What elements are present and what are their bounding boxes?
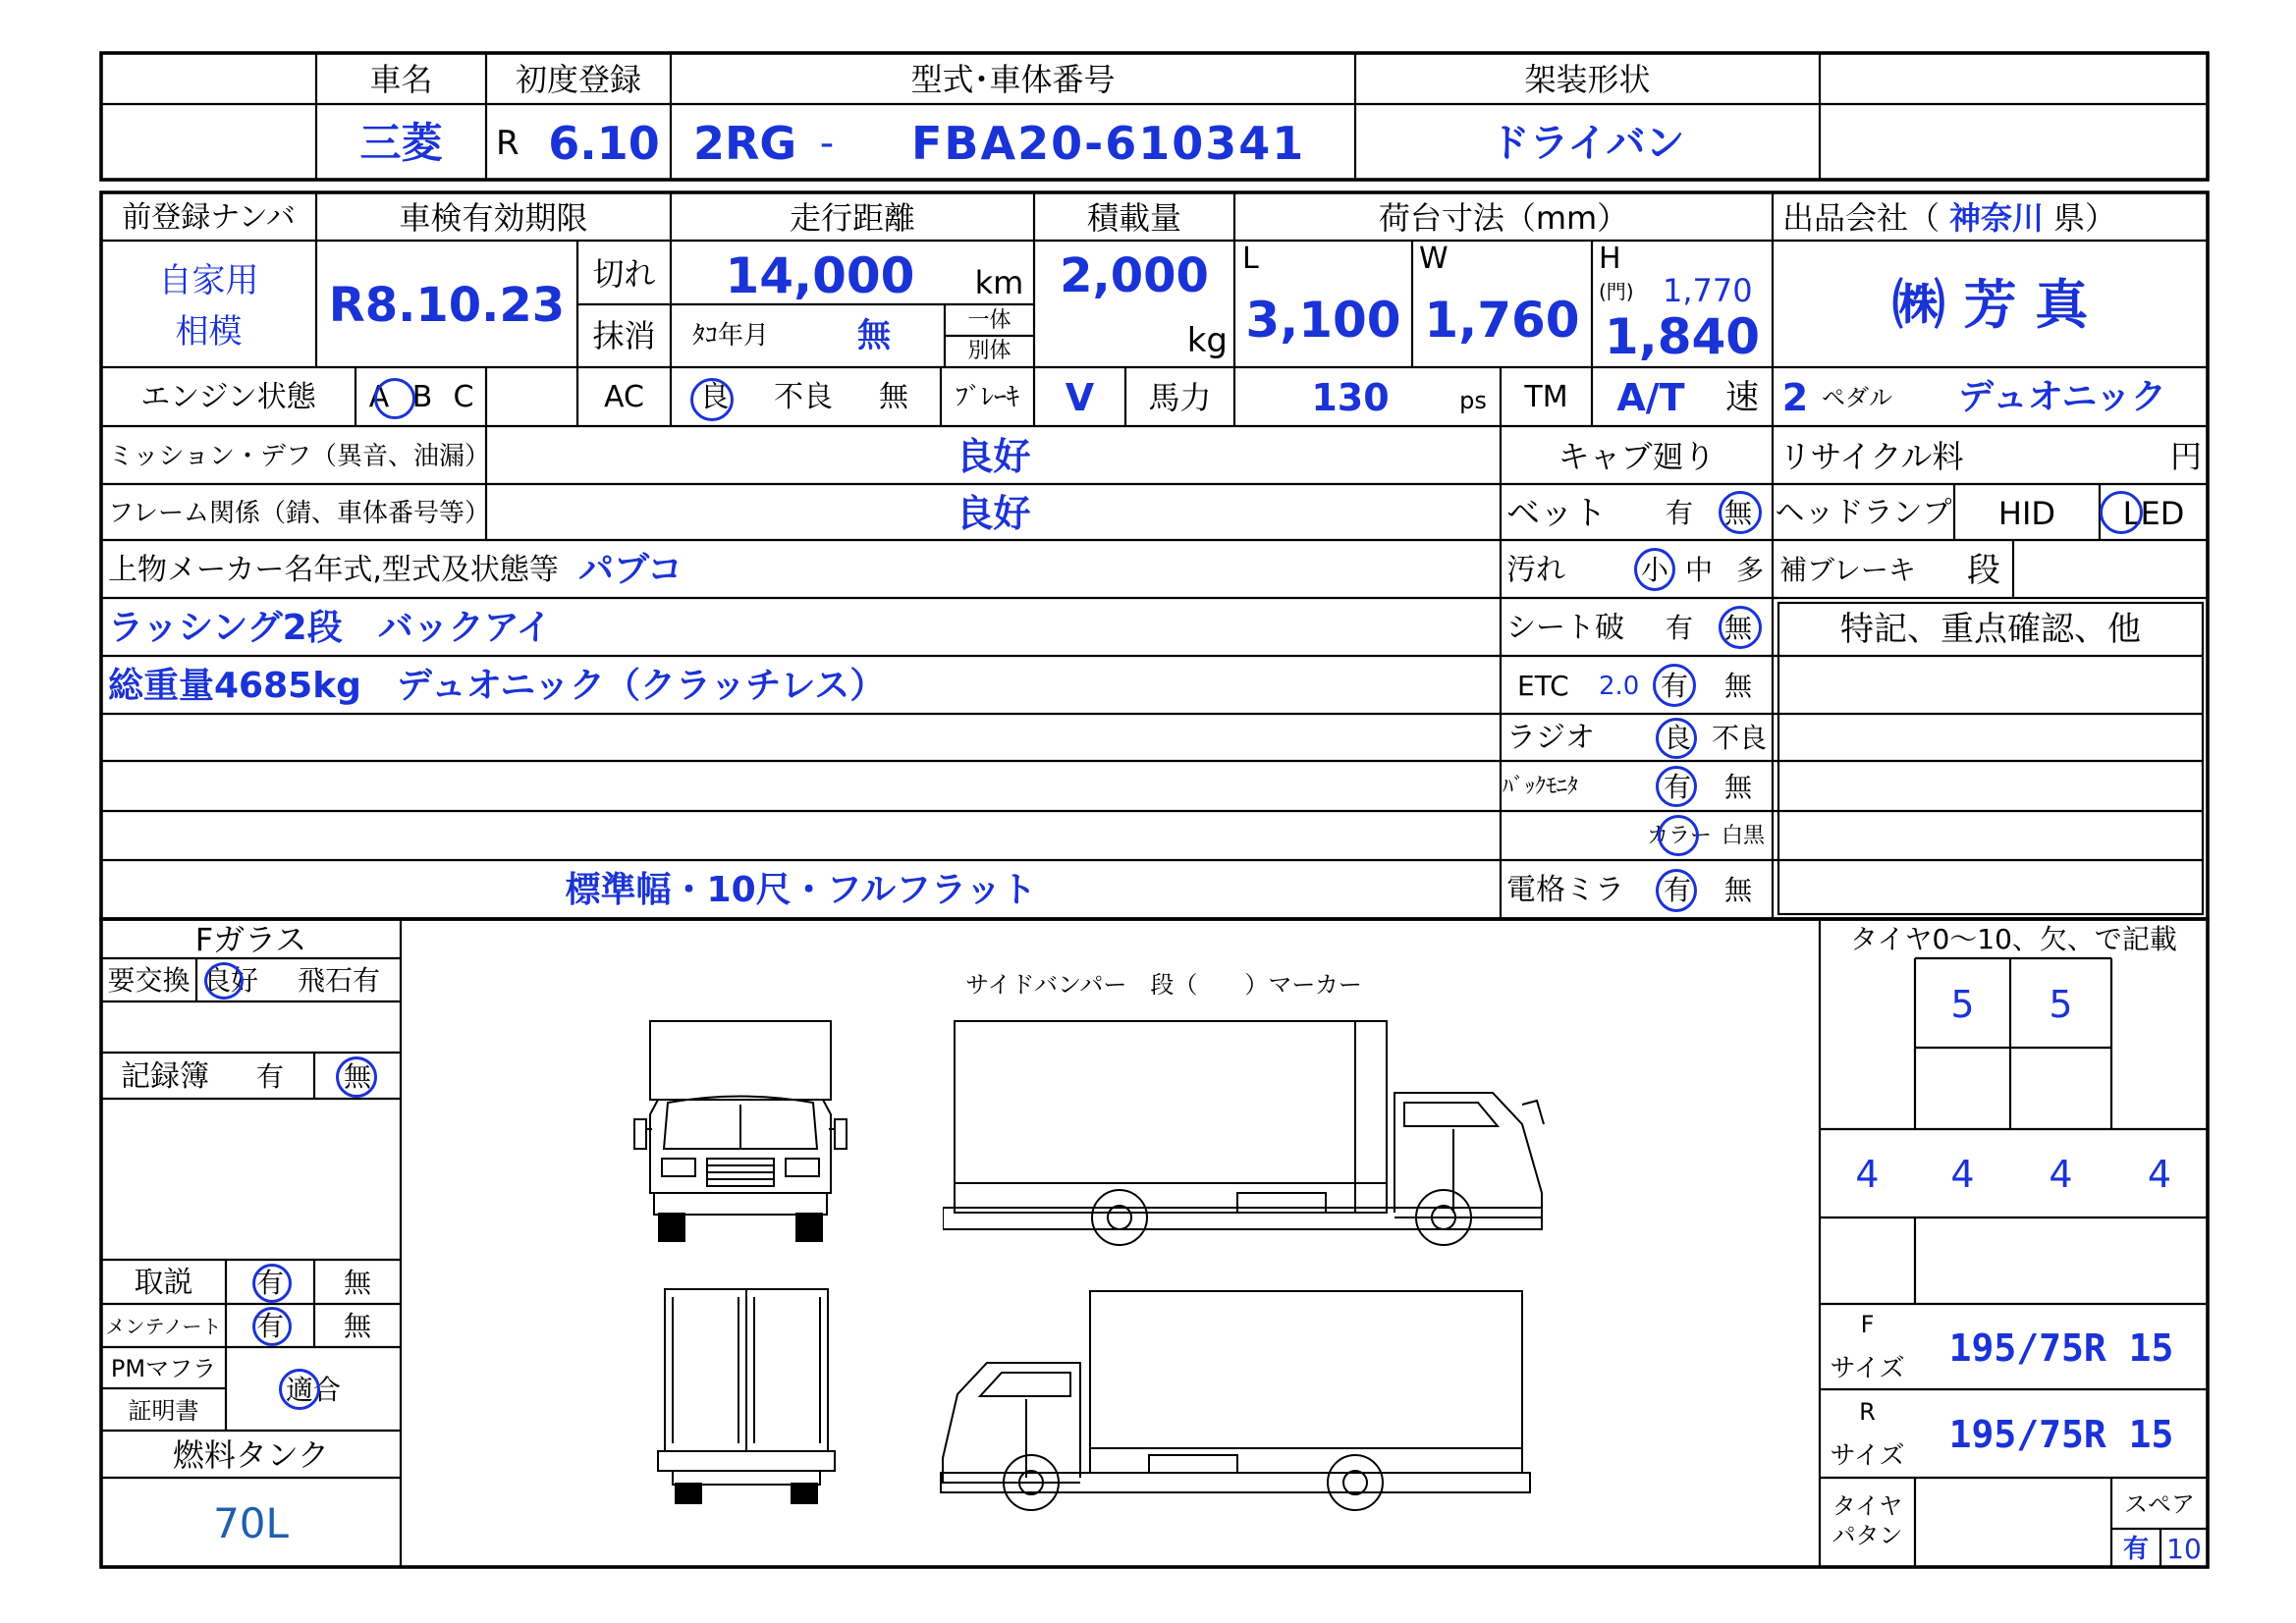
pm-value: 適合 (285, 1373, 341, 1406)
engine-grade-a: A (368, 380, 390, 414)
color-circle (1658, 815, 1699, 856)
brake-label: ﾌﾞﾚｰｷ (955, 383, 1019, 412)
fuel-tank-value: 70L (213, 1498, 289, 1547)
headlamp-hid: HID (1997, 494, 2056, 532)
pedal-value: デュオニック (1957, 377, 2167, 417)
mirror-none: 無 (1723, 874, 1752, 906)
manual-yes: 有 (255, 1266, 284, 1299)
reg-date: 6.10 (548, 116, 660, 170)
manual-label: 取説 (134, 1265, 193, 1300)
tire-front-right: 5 (2049, 982, 2073, 1026)
seat-tear-none-circle (1719, 606, 1762, 649)
body-type-label: 架装形状 (1524, 61, 1651, 98)
kire-label: 切れ (592, 254, 656, 293)
dirt-mid: 中 (1684, 553, 1713, 586)
pedal-label: ペダル (1822, 384, 1892, 411)
engine-grade-c: C (453, 380, 474, 414)
tire-front-left: 5 (1950, 982, 1975, 1026)
car-name-value: 三菱 (359, 118, 443, 167)
chassis-number: FBA20-610341 (911, 116, 1306, 170)
etc-yes: 有 (1660, 669, 1688, 702)
mirror-label: 電格ミラ (1506, 873, 1624, 907)
prev-plate-use: 自家用 (158, 261, 259, 300)
pm-muffler-label: PMマフラ (110, 1355, 217, 1382)
seller-name: ㈱ 芳 真 (1891, 273, 2089, 336)
spare-yes: 有 (2122, 1534, 2149, 1564)
aux-brake-dan: 段 (1967, 550, 2000, 590)
frame-label: フレーム関係（錆、車体番号等） (108, 498, 490, 528)
fglass-title: Fガラス (194, 921, 307, 958)
ac-good: 良 (699, 380, 730, 414)
pedal-count: 2 (1781, 376, 1809, 419)
reg-era: R (496, 123, 519, 163)
tire-f-size-label: サイズ (1830, 1353, 1905, 1383)
dirt-label: 汚れ (1506, 552, 1565, 587)
record-book-yes: 有 (255, 1059, 284, 1093)
color-label: カラー (1647, 824, 1713, 848)
speed-label: 速 (1725, 378, 1759, 417)
ac-bad: 不良 (774, 380, 833, 414)
seller-label-post: 県） (2053, 198, 2117, 237)
tire-rear-2: 4 (1950, 1153, 1975, 1196)
horsepower-value: 130 (1311, 376, 1390, 419)
seller-label-pre: 出品会社（ (1782, 198, 1941, 237)
engine-grade-b: B (411, 380, 433, 414)
mission-label: ミッション・デフ（異音、油漏） (108, 441, 490, 471)
etc-none: 無 (1723, 669, 1752, 702)
bed-none-circle (1719, 491, 1762, 534)
fglass-good: 良好 (202, 964, 258, 997)
recycle-label: リサイクル料 (1779, 437, 1964, 475)
truck-front-view-icon (629, 1016, 854, 1247)
length-label: L (1242, 242, 1259, 276)
tire-f-size: 195/75R 15 (1948, 1325, 2174, 1370)
note-line-6: 標準幅・10尺・フルフラット (565, 870, 1037, 910)
prev-plate-label: 前登録ナンバ (122, 199, 296, 235)
side-bumper-text: サイドバンパー 段（ ）マーカー (965, 971, 1362, 999)
gate-label: (門) (1599, 280, 1634, 303)
truck-side-view-right-icon (943, 1016, 1581, 1247)
tm-label: TM (1524, 380, 1568, 414)
cargo-dims-label: 荷台寸法（mm） (1378, 198, 1629, 237)
horsepower-label: 馬力 (1148, 379, 1212, 416)
headlamp-label: ヘッドランプ (1775, 495, 1952, 530)
etc-label: ETC (1517, 669, 1569, 702)
body-maker-value: パブコ (577, 549, 683, 590)
truck-rear-view-icon (653, 1281, 840, 1507)
inspection-label: 車検有効期限 (399, 198, 588, 237)
ps-unit: ps (1459, 387, 1487, 414)
ac-none: 無 (879, 380, 908, 414)
betsutai-label: 別体 (967, 339, 1011, 363)
dirt-small: 小 (1640, 553, 1668, 586)
height-value: 1,840 (1604, 308, 1761, 365)
body-type-value: ドライバン (1490, 120, 1685, 166)
radio-bad: 不良 (1711, 722, 1767, 754)
taco-label: ﾀｺ年月 (692, 321, 770, 351)
etc-yes-circle (1653, 664, 1696, 707)
tire-title: タイヤ0～10、欠、で記載 (1850, 923, 2177, 955)
manual-yes-circle (252, 1264, 292, 1303)
maint-note-none: 無 (343, 1310, 371, 1342)
note-line-1: ラッシング2段 バックアイ (108, 607, 552, 648)
width-value: 1,760 (1424, 292, 1580, 349)
mirror-yes: 有 (1663, 874, 1691, 906)
bed-label: ベット (1506, 493, 1607, 533)
tm-value: A/T (1616, 376, 1685, 419)
height-label: H (1599, 242, 1621, 276)
back-monitor-yes-circle (1656, 766, 1697, 807)
mileage-label: 走行距離 (789, 198, 915, 237)
engine-label: エンジン状態 (140, 380, 316, 414)
massho-label: 抹消 (592, 317, 656, 354)
capacity-value: 2,000 (1060, 248, 1209, 303)
kg-unit: kg (1186, 321, 1228, 360)
seat-tear-label: シート破 (1506, 610, 1624, 645)
body-maker-row (108, 542, 1493, 598)
maint-note-label: メンテノート (105, 1315, 222, 1338)
length-value: 3,100 (1245, 292, 1401, 349)
fglass-need-replace: 要交換 (107, 964, 191, 997)
manual-none: 無 (343, 1266, 371, 1299)
back-monitor-none: 無 (1723, 770, 1752, 803)
first-reg-label: 初度登録 (515, 61, 641, 98)
record-book-label: 記録簿 (121, 1058, 209, 1094)
radio-good: 良 (1663, 722, 1691, 754)
seller-prefecture: 神奈川 (1949, 198, 2045, 237)
tire-f-label: F (1860, 1311, 1875, 1338)
seat-tear-none: 無 (1723, 611, 1752, 644)
tire-r-size-label: サイズ (1830, 1441, 1905, 1471)
dirt-many: 多 (1735, 553, 1764, 586)
seat-tear-yes: 有 (1665, 611, 1693, 644)
fglass-good-circle (204, 962, 244, 1000)
truck-side-view-left-icon (933, 1286, 1542, 1512)
tire-r-label: R (1859, 1398, 1876, 1426)
recycle-unit: 円 (2169, 437, 2202, 475)
mirror-yes-circle (1656, 869, 1697, 912)
spare-value: 10 (2166, 1532, 2202, 1565)
brake-value: V (1065, 376, 1095, 419)
note-line-5 (108, 813, 1493, 860)
taco-value: 無 (857, 316, 891, 355)
tire-rear-3: 4 (2049, 1153, 2073, 1196)
seller-label (1782, 194, 2208, 241)
maint-note-yes: 有 (255, 1310, 284, 1342)
km-unit: km (974, 264, 1024, 301)
model-label: 型式･車体番号 (910, 61, 1116, 98)
frame-value: 良好 (956, 491, 1031, 535)
bed-none: 無 (1723, 496, 1752, 529)
ittai-label: 一体 (967, 308, 1011, 333)
tire-pattern-label-2: パタン (1831, 1522, 1903, 1549)
special-notes-title: 特記、重点確認、他 (1840, 610, 2141, 649)
mission-value: 良好 (956, 434, 1031, 478)
record-book-none-circle (336, 1056, 377, 1098)
pm-cert-label: 証明書 (128, 1396, 199, 1425)
mileage-value: 14,000 (725, 247, 915, 304)
prev-plate-area: 相模 (175, 312, 243, 352)
model-prefix: 2RG (693, 116, 797, 170)
etc-version: 2.0 (1599, 671, 1640, 701)
radio-label: ラジオ (1506, 721, 1595, 755)
car-name-label: 車名 (369, 61, 433, 98)
maint-note-yes-circle (252, 1307, 292, 1346)
ac-label: AC (604, 380, 644, 414)
cab-title: キャブ廻り (1558, 437, 1716, 475)
pm-value-circle (279, 1369, 320, 1410)
note-line-3 (108, 716, 1493, 761)
bed-yes: 有 (1665, 496, 1693, 529)
dirt-small-circle (1634, 548, 1675, 591)
tire-pattern-label-1: タイヤ (1831, 1492, 1903, 1520)
ac-good-circle (690, 378, 734, 421)
fuel-tank-label: 燃料タンク (172, 1436, 330, 1474)
tire-rear-1: 4 (1855, 1153, 1880, 1196)
capacity-label: 積載量 (1086, 198, 1181, 237)
spare-label: スペア (2124, 1490, 2195, 1518)
back-monitor-label: ﾊﾞｯｸﾓﾆﾀ (1503, 774, 1579, 799)
record-book-none: 無 (343, 1059, 371, 1093)
width-label: W (1419, 242, 1449, 276)
inspection-date: R8.10.23 (328, 277, 566, 333)
tire-rear-4: 4 (2147, 1153, 2172, 1196)
radio-good-circle (1656, 718, 1697, 759)
aux-brake-label: 補ブレーキ (1779, 553, 1916, 586)
model-dash: - (819, 120, 835, 166)
body-maker-label: 上物メーカー名年式,型式及状態等 (108, 552, 559, 587)
back-monitor-yes: 有 (1663, 770, 1691, 803)
mono-label: 白黒 (1721, 824, 1765, 848)
gate-height-value: 1,770 (1663, 272, 1753, 309)
headlamp-led: LED (2122, 494, 2185, 532)
note-line-4 (108, 763, 1493, 811)
fglass-chip: 飛石有 (297, 964, 380, 997)
headlamp-led-circle (2100, 491, 2143, 534)
tire-r-size: 195/75R 15 (1948, 1413, 2174, 1456)
note-line-2: 総重量4685kg デュオニック（クラッチレス） (108, 665, 886, 706)
engine-grade-circle (374, 378, 415, 419)
